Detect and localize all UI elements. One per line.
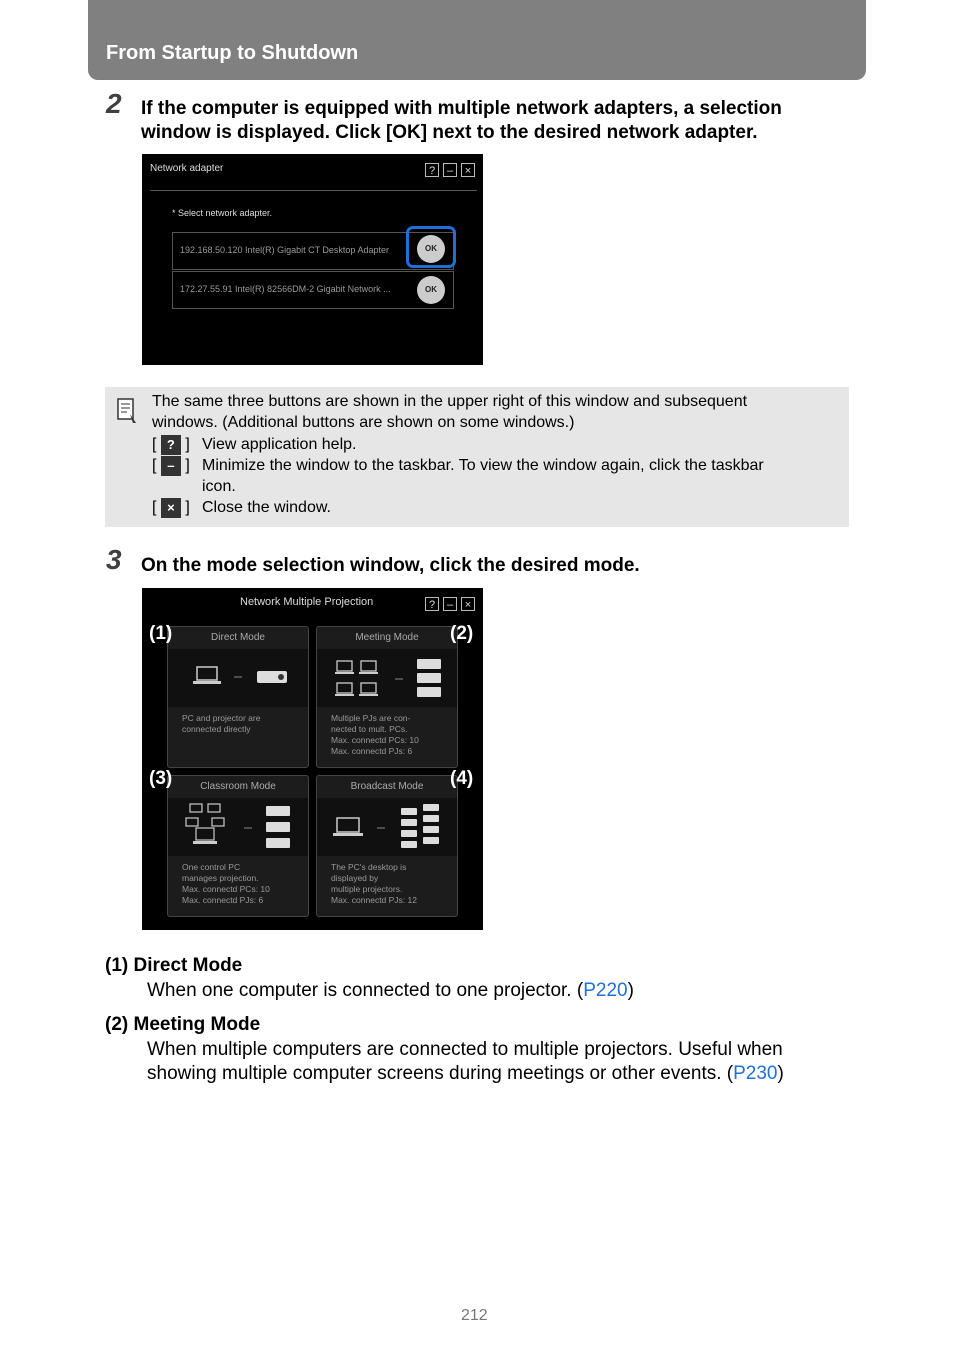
minimize-icon: –	[161, 456, 181, 476]
adapter-label: 172.27.55.91 Intel(R) 82566DM-2 Gigabit Network ...	[180, 284, 391, 294]
page-link[interactable]: P230	[733, 1063, 778, 1084]
help-icon: ?	[161, 435, 181, 455]
mode-card-meeting[interactable]	[316, 626, 458, 768]
callout-label: (2)	[450, 623, 474, 644]
mode-card-description: PC and projector are connected directly	[182, 713, 261, 734]
mode-card-illustration	[317, 798, 457, 856]
callout-label: (3)	[149, 768, 173, 789]
page-number: 212	[461, 1307, 488, 1324]
mode-card-description: The PC's desktop is displayed by multiple projectors. Max. connectd PJs: 12	[331, 862, 417, 905]
adapter-label: 192.168.50.120 Intel(R) Gigabit CT Desktop Adapter	[180, 245, 389, 255]
adapter-row[interactable]	[172, 271, 454, 309]
note-close-desc: Close the window.	[202, 499, 331, 516]
definition-label: (1) Direct Mode	[105, 955, 243, 976]
window-title: Network Multiple Projection	[240, 596, 374, 608]
step-instruction-line: If the computer is equipped with multiple network adapters, a selection	[141, 98, 782, 119]
mode-card-title: Meeting Mode	[317, 627, 457, 650]
mode-card-illustration	[317, 649, 457, 707]
divider	[150, 190, 477, 191]
definition-text-part: )	[777, 1063, 784, 1084]
laptop-projector-icon	[168, 649, 308, 707]
note-text: windows. (Additional buttons are shown on some windows.)	[152, 414, 575, 431]
step-instruction: On the mode selection window, click the desired mode.	[141, 555, 640, 576]
definition-text-part: )	[627, 980, 634, 1001]
multi-laptop-projector-icon	[317, 649, 457, 707]
ok-button[interactable]: OK	[417, 235, 445, 263]
close-button[interactable]: ×	[461, 597, 475, 611]
mode-card-illustration	[168, 798, 308, 856]
note-help-item	[152, 434, 190, 455]
ok-button[interactable]: OK	[417, 276, 445, 304]
step-instruction-line: window is displayed. Click [OK] next to the desired network adapter.	[141, 122, 758, 143]
mode-card-description: One control PC manages projection. Max. connectd PCs: 10 Max. connectd PJs: 6	[182, 862, 270, 905]
mode-card-title: Direct Mode	[168, 627, 308, 650]
mode-card-direct[interactable]	[167, 626, 309, 768]
callout-label: (1)	[149, 623, 173, 644]
bracket: ]	[185, 436, 190, 453]
step-instruction	[141, 97, 782, 145]
note-minimize-item	[152, 455, 190, 476]
definition-label: (2) Meeting Mode	[105, 1014, 261, 1035]
note-minimize-desc: icon.	[202, 478, 236, 495]
definition-text-part: When one computer is connected to one projector. (	[147, 980, 584, 1001]
minimize-button[interactable]: –	[443, 163, 457, 177]
minimize-button[interactable]: –	[443, 597, 457, 611]
mode-card-broadcast[interactable]	[316, 775, 458, 917]
mode-card-description: Multiple PJs are con- nected to mult. PCs. Max. connectd PCs: 10 Max. connectd PJs: 6	[331, 713, 419, 756]
definition-text-part: showing multiple computer screens during meetings or other events. (	[147, 1063, 734, 1084]
bracket: [	[152, 436, 157, 453]
chapter-title: From Startup to Shutdown	[106, 42, 359, 64]
bracket: [	[152, 499, 157, 516]
note-box	[105, 387, 849, 527]
definition-text: When multiple computers are connected to multiple projectors. Useful when	[147, 1039, 783, 1060]
classroom-network-icon	[168, 798, 308, 856]
help-button[interactable]: ?	[425, 597, 439, 611]
help-button[interactable]: ?	[425, 163, 439, 177]
mode-card-title: Classroom Mode	[168, 776, 308, 799]
mode-card-illustration	[168, 649, 308, 707]
bracket: ]	[185, 457, 190, 474]
mode-selection-window	[142, 588, 483, 930]
select-prompt: * Select network adapter.	[172, 208, 273, 218]
close-icon: ×	[161, 498, 181, 518]
callout-label: (4)	[450, 768, 474, 789]
step-number: 2	[106, 88, 122, 119]
note-text: The same three buttons are shown in the upper right of this window and subsequent	[152, 393, 748, 410]
bracket: [	[152, 457, 157, 474]
memo-icon	[116, 397, 138, 425]
step-number: 3	[106, 544, 122, 575]
mode-card-classroom[interactable]	[167, 775, 309, 917]
broadcast-network-icon	[317, 798, 457, 856]
bracket: ]	[185, 499, 190, 516]
page-link[interactable]: P220	[583, 980, 628, 1001]
definition-text	[147, 979, 634, 1003]
chapter-header	[88, 0, 866, 80]
note-minimize-desc: Minimize the window to the taskbar. To view the window again, click the taskbar	[202, 457, 764, 474]
definition-text	[147, 1062, 784, 1086]
note-help-desc: View application help.	[202, 436, 357, 453]
mode-card-title: Broadcast Mode	[317, 776, 457, 799]
note-close-item	[152, 497, 190, 518]
close-button[interactable]: ×	[461, 163, 475, 177]
window-title: Network adapter	[150, 163, 224, 174]
network-adapter-window	[142, 154, 483, 365]
